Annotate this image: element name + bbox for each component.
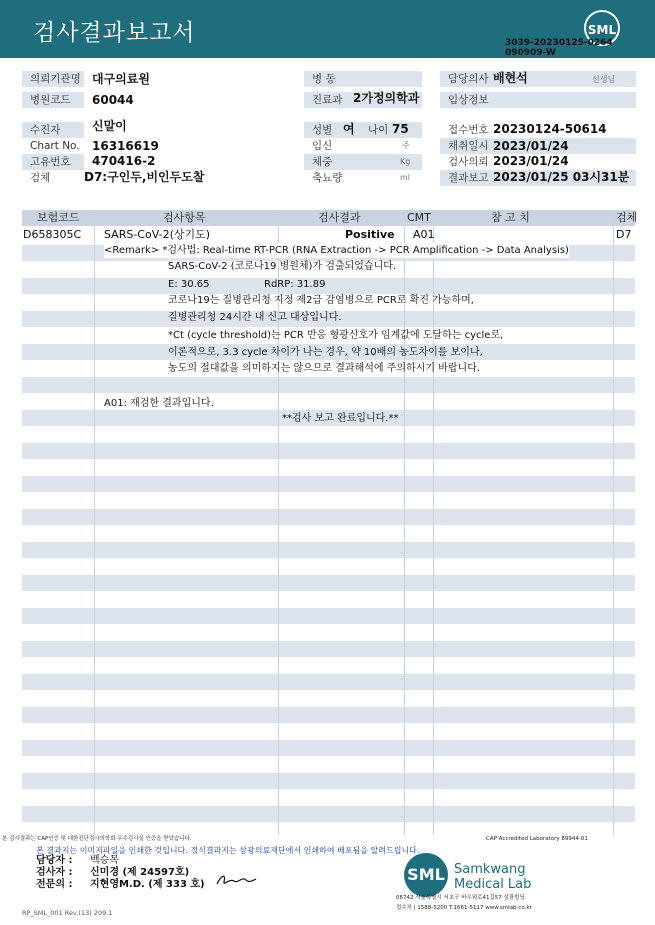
certification-note: 본 검사결과는 CAP인증 및 대한진단검사의학회 우수검사실 인증을 받았습니다. <box>2 836 192 842</box>
row-insurance-code: D658305C <box>23 228 82 241</box>
row-specimen: D7 <box>616 228 632 241</box>
row-cmt: A01 <box>413 228 435 241</box>
header-reference: 참 고 치 <box>491 211 530 224</box>
header-insurance-code: 보험코드 <box>37 211 80 224</box>
pregnancy-label: 임신 <box>312 140 333 152</box>
report-value: 2023/01/25 03시31분 <box>493 170 630 184</box>
header-test-item: 검사항목 <box>163 211 206 224</box>
specimen-label: 검체 <box>30 172 51 184</box>
specialist-value: 지현영M.D. (제 333 호) <box>90 879 205 890</box>
table-stripe <box>22 575 635 591</box>
clinical-info-label: 임상정보 <box>440 92 636 108</box>
signature-icon <box>214 872 258 888</box>
chart-label: Chart No. <box>30 140 80 152</box>
specialist-label: 전문의 : <box>36 879 73 890</box>
dept-value: 2가정의학과 <box>353 91 420 105</box>
weight-unit: Kg <box>400 157 411 166</box>
manager-value: 백승목 <box>90 855 119 866</box>
table-stripe <box>22 608 635 624</box>
table-stripe <box>22 674 635 690</box>
table-stripe <box>22 377 635 393</box>
ward-label: 병 동 <box>304 71 422 87</box>
table-stripe <box>22 278 635 294</box>
uid-label: 고유번호 <box>22 154 84 170</box>
header-test-result: 검사결과 <box>318 211 361 224</box>
tester-label: 검사자 : <box>36 867 73 878</box>
remark-ct-rdrp: RdRP: 31.89 <box>264 279 326 290</box>
doctor-suffix: 선생님 <box>592 75 616 84</box>
remark-line: *Ct (cycle threshold)는 PCR 반응 형광신호가 임계값에 도달하는 cycle로, <box>168 330 504 341</box>
sex-label: 성별 <box>312 124 333 136</box>
header-specimen: 검체 <box>616 211 638 224</box>
weight-label: 체중 <box>312 156 333 168</box>
form-number: RP_SML_001 Rev.(13) 209.1 <box>22 909 113 917</box>
row-test-item: SARS-CoV-2(상기도) <box>104 228 211 241</box>
remark-retest: A01: 재검한 결과입니다. <box>104 398 214 409</box>
dept-label: 진료과 <box>304 92 422 108</box>
requester-value: 대구의료원 <box>92 72 150 86</box>
cap-accreditation: CAP Accredited Laboratory 89944-01 <box>486 836 588 842</box>
chart-value: 16316619 <box>92 139 159 153</box>
patient-label: 수진자 <box>22 122 84 138</box>
receipt-value: 20230124-50614 <box>493 122 607 136</box>
image-notice: 본 결과지는 이미지파일을 인쇄한 것입니다. 정식결과지는 삼광의료재단에서 인쇄하여 배포됨을 알려드립니다. <box>36 846 420 855</box>
document-number: 3039-20230125-0264 090909-W <box>505 38 613 58</box>
manager-label: 담당자 : <box>36 855 73 866</box>
column-divider <box>613 210 614 835</box>
sml-logo-icon: SML <box>584 10 620 46</box>
table-stripe <box>22 509 635 525</box>
pregnancy-unit: 주 <box>402 141 410 150</box>
hospital-code-label: 병원코드 <box>22 92 84 108</box>
uid-value: 470416-2 <box>92 154 156 168</box>
column-divider <box>94 210 95 835</box>
urine-unit: ml <box>400 173 411 182</box>
requester-label: 의뢰기관명 <box>22 71 84 87</box>
doctor-value: 배현석 <box>493 71 528 85</box>
report-label: 결과보고 <box>448 172 489 184</box>
doctor-label: 담당의사 <box>440 71 636 87</box>
remark-line: 코로나19는 질병관리청 지정 제2급 감염병으로 PCR로 확진 가능하며, <box>168 295 474 306</box>
lab-name-line-2: Medical Lab <box>454 877 532 892</box>
table-stripe <box>22 641 635 657</box>
lab-contact: 접수처 | 1588-5200 T.1661-5117 www.smlab.co.kr <box>396 905 532 911</box>
age-value: 75 <box>392 122 409 136</box>
patient-value: 신말이 <box>92 119 127 133</box>
tester-value: 신미경 (제 24597호) <box>90 867 190 878</box>
remark-complete: **검사 보고 완료입니다.** <box>282 413 399 424</box>
collect-label: 채취일시 <box>448 140 489 152</box>
table-stripe <box>22 806 635 822</box>
table-stripe <box>22 773 635 789</box>
table-stripe <box>22 740 635 756</box>
request-label: 검사의뢰 <box>448 156 489 168</box>
remark-method: <Remark> *검사법: Real-time RT-PCR (RNA Extraction -> PCR Amplification -> Data Analysis) <box>104 245 569 256</box>
lab-name-line-1: Samkwang <box>454 862 526 877</box>
remark-ct-e: E: 30.65 <box>168 279 210 290</box>
table-stripe <box>22 476 635 492</box>
table-stripe <box>22 542 635 558</box>
table-stripe <box>22 707 635 723</box>
remark-line: 농도의 절대값을 의미하지는 않으므로 결과해석에 주의하시기 바랍니다. <box>168 363 481 374</box>
collect-value: 2023/01/24 <box>493 139 569 153</box>
sex-value: 여 <box>343 122 355 136</box>
request-value: 2023/01/24 <box>493 154 569 168</box>
hospital-code-value: 60044 <box>92 93 134 107</box>
lab-address: 06742 서울특별시 서초구 바우뫼로41길57 삼광빌딩 <box>396 895 525 901</box>
row-test-result: Positive <box>345 228 395 241</box>
sml-footer-logo-icon: SML <box>404 853 448 897</box>
remark-line: 질병관리청 24시간 내 신고 대상입니다. <box>168 312 342 323</box>
urine-label: 축뇨량 <box>312 172 343 184</box>
table-stripe <box>22 443 635 459</box>
header-cmt: CMT <box>407 211 431 224</box>
remark-line: SARS-CoV-2 (코로나19 병원체)가 검출되었습니다. <box>168 261 397 272</box>
remark-line: 이론적으로, 3.3 cycle 차이가 나는 경우, 약 10배의 농도차이를 보이나, <box>168 347 483 358</box>
age-label: 나이 <box>368 124 389 136</box>
report-title: 검사결과보고서 <box>33 20 196 46</box>
receipt-label: 접수번호 <box>448 124 489 136</box>
specimen-value: D7:구인두,비인두도찰 <box>84 170 205 184</box>
